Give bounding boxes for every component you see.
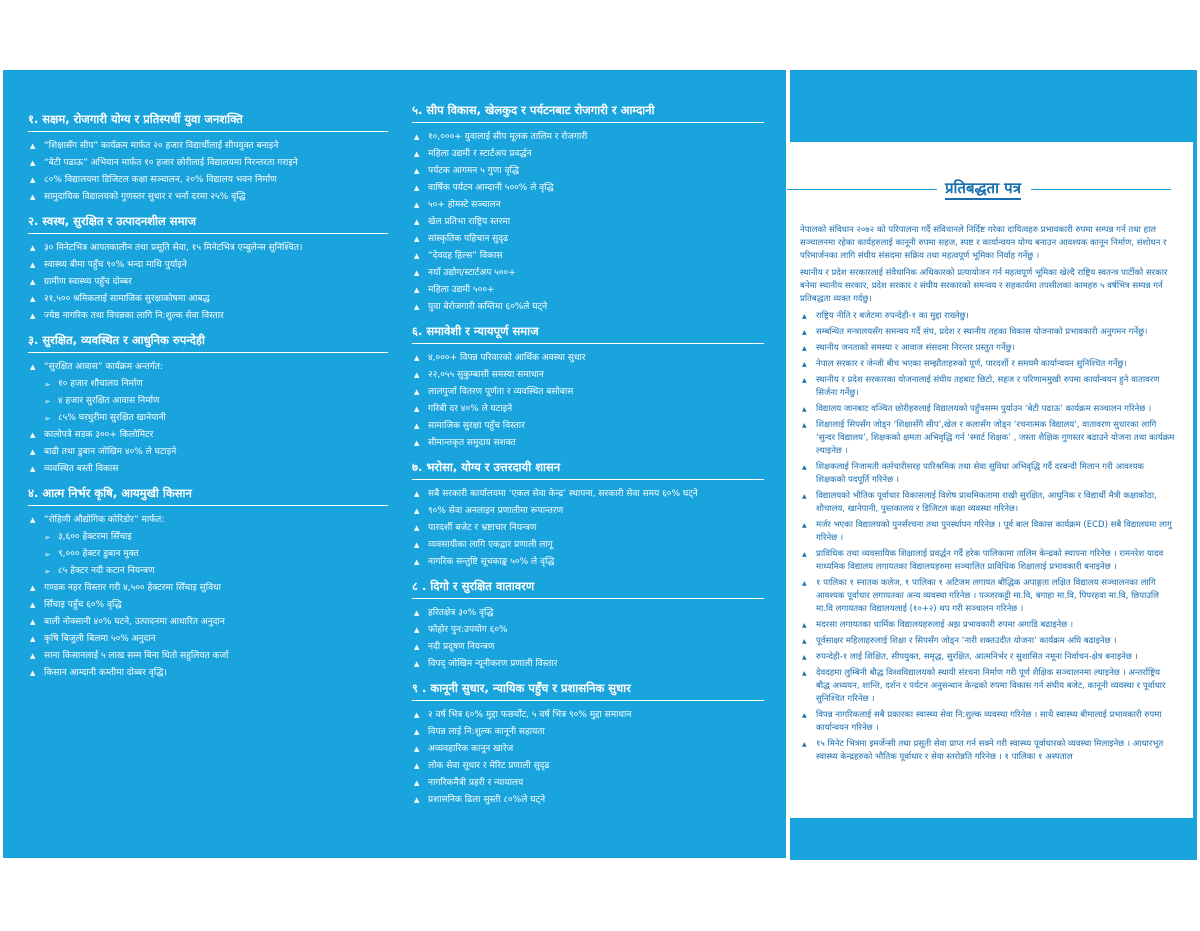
commitment-item: ▲ मदरसा लगायतका धार्मिक विद्यालयहरुलाई अझ प्रभावकारी रुपमा अगाडि बढाइनेछ । — [800, 619, 1175, 632]
sub-list-item: ➢ ३,६०० हेक्टरमा सिँचाइ — [28, 529, 388, 546]
commitment-item: ▲ विद्यालयको भौतिक पूर्वाधार विकासलाई विशेष प्राथमिकतामा राखी सुरक्षित, आधुनिक र विद्यार्थी मैत्री कक्षाकोठा, शौचालय, खानेपानी, पुस्तकालय र डिजिटल कक्षा व्यवस्था गरिनेछ। — [800, 490, 1175, 516]
list-item: ▲ हरितक्षेत्र ३०% वृद्धि — [412, 605, 764, 622]
section — [412, 324, 764, 452]
commitment-item: ▲ सम्बन्धित मन्त्रालयसँग समन्वय गर्दै संघ, प्रदेश र स्थानीय तहका विकास योजनाको प्रभावकारी अनुगमन गर्नेछु। — [800, 326, 1175, 339]
section-title: ३. सुरक्षित, व्यवस्थित र आधुनिक रुपन्देही — [28, 333, 388, 353]
list-item: ▲ युवा बेरोजगारी कम्तिमा ६०%ले घट्ने — [412, 299, 764, 316]
bullet-list — [412, 129, 764, 316]
sub-list-item: ➢ ९,००० हेक्टर डुबान मुक्त — [28, 546, 388, 563]
list-item: ▲ प्रशासनिक ढिला सुस्ती ८०%ले घट्ने — [412, 792, 764, 809]
sub-list-item: ➢ ८५ हेक्टर नदी कटान नियन्त्रण — [28, 563, 388, 580]
list-item: ▲ व्यवस्थित बस्ती विकास — [28, 461, 388, 478]
list-item: ▲ ३० मिनेटभित्र आपतकालीन तथा प्रसूति सेवा, १५ मिनेटभित्र एम्बुलेन्स सुनिश्चित। — [28, 240, 388, 257]
list-item: ▲ लोक सेवा सुधार र मेरिट प्रणाली सुदृढ — [412, 758, 764, 775]
bullet-list — [412, 486, 764, 571]
list-item: ▲ साना किसानलाई ५ लाख सम्म बिना धितो सहुलियत कर्जा — [28, 648, 388, 665]
list-item: ▲ नागरिक सन्तुष्टि सूचकाङ्क ५०% ले वृद्धि — [412, 554, 764, 571]
list-item: ▲ नदी प्रदूषण नियन्त्रण — [412, 639, 764, 656]
commitment-item: ▲ शिक्षकलाई निजामती कर्मचारीसरह पारिश्रमिक तथा सेवा सुविधा अभिवृद्धि गर्दै दरबन्दी मिलान गरी आवश्यक शिक्षकको पदपूर्ति गरिनेछ । — [800, 461, 1175, 487]
list-item: ▲ महिला उद्यमी ५००+ — [412, 282, 764, 299]
commitment-item: ▲ शिक्षालाई सिपसँग जोड्न ‘शिक्षासँगै सीप’,खेल र कलासँग जोड्न ‘रचनात्मक विद्यालय’, वातावरण सुधारका लागि ‘सुन्दर विद्यालय’, शिक्षकको क्षमता अभिवृद्धि गर्न ‘स्मार्ट शिक्षक’ , जस्ता शैक्षिक गुणस्तर बढाउने योजना तथा कार्यक्रम ल्याइनेछ । — [800, 419, 1175, 458]
list-item: ▲ सिँचाइ पहुँच ६०% वृद्धि — [28, 597, 388, 614]
commitment-item: ▲ राष्ट्रिय नीति र बजेटमा रुपन्देही-१ का मुद्दा राख्नेछु। — [800, 310, 1175, 323]
right-panel — [790, 70, 1197, 860]
sub-list-item: ➢ ८५% घरधुरीमा सुरक्षित खानेपानी — [28, 410, 388, 427]
commitment-item: ▲ प्राविधिक तथा व्यवसायिक शिक्षालाई प्रवर्द्धन गर्दै हरेक पालिकामा तालिम केन्द्रको स्थापना गरिनेछ । रामनरेश यादव माध्यमिक विद्यालय लगायतका विद्यालयहरुमा सञ्चालित प्राविधिक शिक्षालाई प्रभावकारी बनाइनेछ । — [800, 548, 1175, 574]
section — [412, 460, 764, 571]
bullet-list — [28, 359, 388, 478]
list-item: ▲ पारदर्शी बजेट र भ्रष्टाचार नियन्त्रण — [412, 520, 764, 537]
commitment-item: ▲ स्थानीय र प्रदेश सरकारका योजनालाई संघीय तहबाट छिटो, सहज र परिणाममुखी रुपमा कार्यान्वयन हुने वातावरण सिर्जना गर्नेछु। — [800, 374, 1175, 400]
list-item: ▲ खेल प्रतिभा राष्ट्रिय स्तरमा — [412, 214, 764, 231]
list-item: ▲ “बेटी पढाऊ” अभियान मार्फत १० हजार छोरीलाई विद्यालयमा निरन्तरता गराइने — [28, 155, 388, 172]
list-item: ▲ किसान आम्दानी कम्तीमा दोब्बर वृद्धि। — [28, 665, 388, 682]
section — [28, 214, 388, 325]
list-item: ▲ वार्षिक पर्यटन आम्दानी ५००% ले वृद्धि — [412, 180, 764, 197]
list-item: ▲ नयाँ उद्योग/स्टार्टअप ५००+ — [412, 265, 764, 282]
bullet-list — [412, 707, 764, 809]
commitment-item: ▲ रुपन्देही-१ लाई शिक्षित, सीपयुक्त, समृद्ध, सुरक्षित, आत्मनिर्भर र सुशासित नमूना निर्वाचन-क्षेत्र बनाइनेछ । — [800, 651, 1175, 664]
bullet-list — [28, 138, 388, 206]
section — [28, 112, 388, 206]
list-item: ▲ “शिक्षासँग सीप” कार्यक्रम मार्फत २० हजार विद्यार्थीलाई सीपयुक्त बनाइने — [28, 138, 388, 155]
section-title: ७. भरोसा, योग्य र उत्तरदायी शासन — [412, 460, 764, 480]
commitment-item: ▲ १ पालिका १ स्नातक कलेज, १ पालिका १ अटिजम लगायत बौद्धिक अपाङ्गता लक्षित विद्यालय सञ्चालनका लागि आवश्यक पूर्वाधार लगायतका अन्य व्यवस्था गरिनेछ । पञ्जरकट्टी मा.वि, बगाहा मा.वि, पिपरहवा मा.वि, छिपाउलि मा.वि लगायतका विद्यालयलाई (१०+२) थप गरी सञ्चालन गरिनेछ । — [800, 577, 1175, 616]
commitment-item: ▲ पूर्वसाक्षर महिलाहरुलाई शिक्षा र सिपसँग जोड्न ‘नारी शक्तउदीत योजना’ कार्यक्रम अघि बढाइनेछ । — [800, 635, 1175, 648]
commitment-title: प्रतिबद्धता पत्र — [945, 178, 1021, 200]
list-item: ▲ नागरिकमैत्री प्रहरी र न्यायालय — [412, 775, 764, 792]
commitment-item: ▲ मर्जर भएका विद्यालयको पुनर्संरचना तथा पुनर्स्थापन गरिनेछ । पूर्व बाल विकास कार्यक्रम (ECD) सबै विद्यालयमा लागु गरिनेछ । — [800, 519, 1175, 545]
list-item: ▲ विपन्न लाई नि:शुल्क कानूनी सहायता — [412, 724, 764, 741]
list-item: ▲ गरिबी दर ४०% ले घटाइने — [412, 401, 764, 418]
list-item: ▲ ५०+ होमस्टे सञ्चालन — [412, 197, 764, 214]
list-item: ▲ बाली नोक्सानी ४०% घटने, उत्पादनमा आधारित अनुदान — [28, 614, 388, 631]
section-title: ६. समावेशी र न्यायपूर्ण समाज — [412, 324, 764, 344]
section — [412, 681, 764, 809]
bullet-list — [412, 350, 764, 452]
commitment-item: ▲ १५ मिनेट भित्रमा इमर्जेन्सी तथा प्रसूती सेवा प्राप्त गर्न सक्ने गरी स्वास्थ्य पूर्वाधारको व्यवस्था मिलाइनेछ । आधारभूत स्वास्थ्य केन्द्रहरुको भौतिक पूर्वाधार र सेवा स्तरोन्नति गरिनेछ । १ पालिका १ अस्पताल — [800, 738, 1175, 764]
list-item: ▲ पर्यटक आगमन ५ गुणा वृद्धि — [412, 163, 764, 180]
list-item: ▲ “रोहिणी औद्योगिक कोरिडोर” मार्फत: — [28, 512, 388, 529]
list-item: ▲ सामाजिक सुरक्षा पहुँच विस्तार — [412, 418, 764, 435]
bullet-list — [28, 240, 388, 325]
commitment-list — [800, 310, 1175, 764]
commitment-paragraph: स्थानीय र प्रदेश सरकारलाई संवैधानिक अधिकारको प्रत्यायोजन गर्न महत्वपूर्ण भूमिका खेल्दै राष्ट्रिय स्वतन्त्र पार्टीको सरकार बनेमा स्थानीय सरकार, प्रदेश सरकार र संघीय सरकारको समन्वय र सहकार्यमा तपसीलका कामहरु ५ वर्षभित्र सम्पन्न गर्न प्रतिबद्धता व्यक्त गर्दछु। — [800, 268, 1168, 304]
list-item: ▲ लालपुर्जा वितरण पूर्णता र व्यवस्थित बसोबास — [412, 384, 764, 401]
list-item: ▲ सीमान्तकृत समुदाय सशक्त — [412, 435, 764, 452]
sub-list-item: ➢ १० हजार शौचालय निर्माण — [28, 376, 388, 393]
list-item: ▲ स्वास्थ्य बीमा पहुँच ९०% भन्दा माथि पुर्याइने — [28, 257, 388, 274]
section — [28, 486, 388, 682]
commitment-paragraph: नेपालको संविधान २०७२ को परिपालना गर्दै संविधानले निर्दिष्ट गरेका दायित्वहरु प्रभावकारी रुपमा सम्पन्न गर्न तथा हाल सञ्चालनमा रहेका कार्यहरुलाई कानूनी रुपमा सहज, स्पष्ट र कार्यान्वयन योग्य बनाउन आवश्यक कानून निर्माण, संशोधन र परिमार्जनका लागि संघीय संसदमा सक्रिय तथा महत्वपूर्ण भूमिका निर्वाह गर्नेछु । — [800, 225, 1167, 261]
commitment-item: ▲ स्थानीय जनताको समस्या र आवाज संसदमा निरन्तर प्रस्तुत गर्नेछु। — [800, 342, 1175, 355]
list-item: ▲ सांस्कृतिक पहिचान सुदृढ — [412, 231, 764, 248]
bullet-list — [28, 512, 388, 682]
list-item: ▲ कालोपत्रे सडक ३००+ किलोमिटर — [28, 427, 388, 444]
list-item: ▲ बाढी तथा डुबान जोखिम ४०% ले घटाइने — [28, 444, 388, 461]
list-item: ▲ २२,०५५ सुकुम्बासी समस्या समाधान — [412, 367, 764, 384]
section-title: ४. आत्म निर्भर कृषि, आयमुखी किसान — [28, 486, 388, 506]
left-column — [28, 112, 388, 690]
section-title: ९ . कानूनी सुधार, न्यायिक पहुँच र प्रशासनिक सुधार — [412, 681, 764, 701]
list-item: ▲ ४,०००+ विपन्न परिवारको आर्थिक अवस्था सुधार — [412, 350, 764, 367]
list-item: ▲ २१,५०० श्रमिकलाई सामाजिक सुरक्षाकोषमा आबद्ध — [28, 291, 388, 308]
commitment-item: ▲ देवदहमा लुम्बिनी बौद्ध विश्वविद्यालयको स्थायी संरचना निर्माण गरी पूर्ण शैक्षिक सञ्चालनमा ल्याइनेछ । अन्तर्राष्ट्रिय बौद्ध अध्ययन, शान्ति, दर्शन र पर्यटन अनुसन्धान केन्द्रको रुपमा विकास गर्न संघीय बजेट, कानूनी व्यवस्था र पूर्वाधार सुनिश्चित गरिनेछ । — [800, 667, 1175, 706]
list-item: ▲ विपद् जोखिम न्यूनीकरण प्रणाली विस्तार — [412, 656, 764, 673]
list-item: ▲ सबै सरकारी कार्यालयमा ‘एकल सेवा केन्द्र’ स्थापना, सरकारी सेवा समय ६०% घट्ने — [412, 486, 764, 503]
list-item: ▲ ग्रामीण स्वास्थ्य पहुँच दोब्बर — [28, 274, 388, 291]
bullet-list — [412, 605, 764, 673]
section — [412, 103, 764, 316]
list-item: ▲ कृषि बिजुली बिलमा ५०% अनुदान — [28, 631, 388, 648]
section — [28, 333, 388, 478]
section-title: ८ . दिगो र सुरक्षित वातावरण — [412, 579, 764, 599]
list-item: ▲ “सुरक्षित आवास” कार्यक्रम अन्तर्गत: — [28, 359, 388, 376]
list-item: ▲ फोहोर पुन:उपयोग ६०% — [412, 622, 764, 639]
list-item: ▲ ९०% सेवा अनलाइन प्रणालीमा रूपान्तरण — [412, 503, 764, 520]
list-item: ▲ गण्डक नहर विस्तार गरी ४,५०० हेक्टरमा सिँचाइ सुविधा — [28, 580, 388, 597]
list-item: ▲ १०,०००+ युवालाई सीप मूलक तालिम र रोजगारी — [412, 129, 764, 146]
list-item: ▲ ज्येष्ठ नागरिक तथा विपन्नका लागि नि:शुल्क सेवा विस्तार — [28, 308, 388, 325]
list-item: ▲ महिला उद्यमी र स्टार्टअप प्रवर्द्धन — [412, 146, 764, 163]
middle-column — [412, 103, 764, 817]
list-item: ▲ “देवदह हिल्स” विकास — [412, 248, 764, 265]
list-item: ▲ सामुदायिक विद्यालयको गुणस्तर सुधार र भर्ना दरमा २५% वृद्धि — [28, 189, 388, 206]
list-item: ▲ व्यवसायीका लागि एकद्वार प्रणाली लागू — [412, 537, 764, 554]
commitment-letter — [790, 142, 1193, 818]
list-item: ▲ अव्यवहारिक कानून खारेज — [412, 741, 764, 758]
commitment-item: ▲ विद्यालय जानबाट वञ्चित छोरीहरुलाई विद्यालयको पहुँचसम्म पुर्याउन ‘बेटी पढाऊ’ कार्यक्रम सञ्चालन गरिनेछ । — [800, 403, 1175, 416]
section — [412, 579, 764, 673]
list-item: ▲ २ वर्ष भित्र ६०% मुद्दा फछर्योट, ५ वर्ष भित्र ९०% मुद्दा समाधान — [412, 707, 764, 724]
commitment-content — [790, 224, 1193, 767]
sub-list-item: ➢ ४ हजार सुरक्षित आवास निर्माण — [28, 393, 388, 410]
list-item: ▲ ८०% विद्यालयमा डिजिटल कक्षा सञ्चालन, २०% विद्यालय भवन निर्माण — [28, 172, 388, 189]
section-title: २. स्वस्थ, सुरक्षित र उत्पादनशील समाज — [28, 214, 388, 234]
commitment-item: ▲ नेपाल सरकार र जेन्जी बीच भएका सम्झौताहरुको पूर्ण, पारदर्शी र समयमै कार्यान्वयन सुनिश्चित गर्नेछु। — [800, 358, 1175, 371]
section-title: ५. सीप विकास, खेलकुद र पर्यटनबाट रोजगारी र आम्दानी — [412, 103, 764, 123]
section-title: १. सक्षम, रोजगारी योग्य र प्रतिस्पर्धी युवा जनशक्ति — [28, 112, 388, 132]
commitment-item: ▲ विपन्न नागरिकलाई सबै प्रकारका स्वास्थ्य सेवा नि:शुल्क व्यवस्था गरिनेछ । साथै स्वास्थ्य बीमालाई प्रभावकारी रुपमा कार्यान्वयन गरिनेछ । — [800, 709, 1175, 735]
